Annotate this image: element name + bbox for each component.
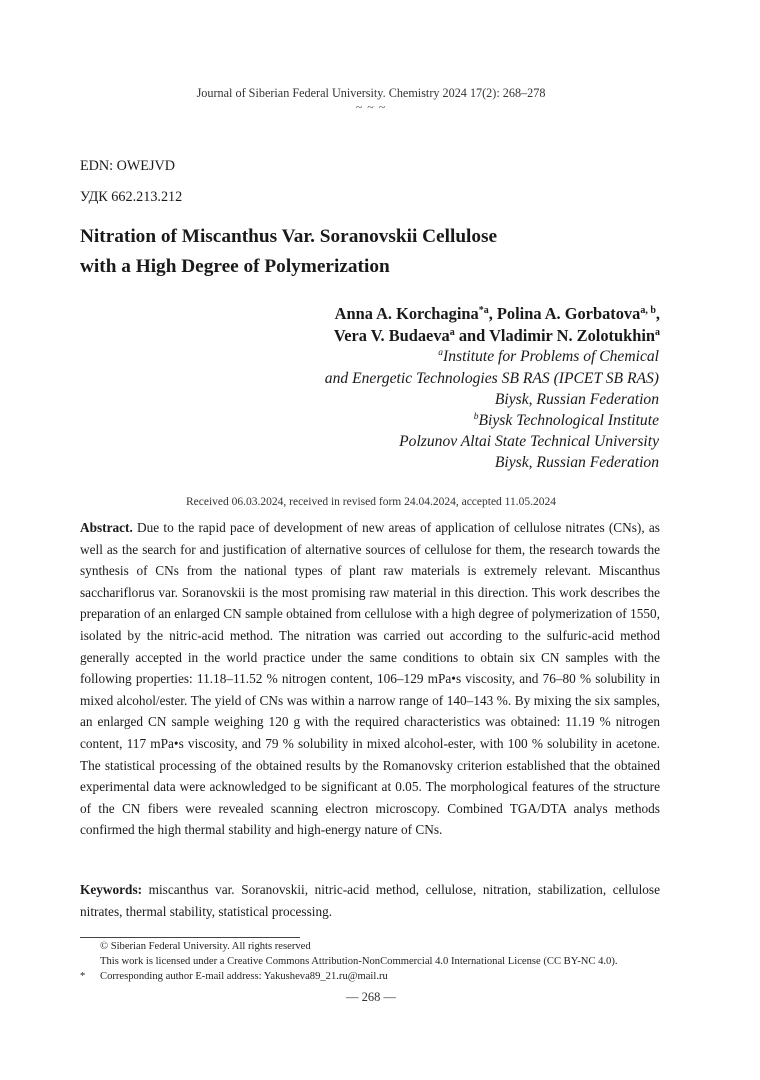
received-dates: Received 06.03.2024, received in revised form 24.04.2024, accepted 11.05.2024	[185, 496, 557, 508]
author-affiliation-mark: a	[449, 327, 455, 338]
udk-code: УДК 662.213.212	[80, 189, 183, 205]
affiliation-text: Institute for Problems of Chemical	[443, 348, 659, 365]
keywords	[80, 879, 660, 922]
affiliation-a-line-2: and Energetic Technologies SB RAS (IPCET SB RAS)	[324, 370, 659, 387]
article-title-line-2: with a High Degree of Polymerization	[80, 256, 390, 277]
license-footnote: This work is licensed under a Creative Commons Attribution-NonCommercial 4.0 International License (CC BY-NC 4.0).	[100, 956, 618, 967]
abstract-label: Abstract.	[80, 520, 133, 535]
affiliation-text: Biysk Technological Institute	[478, 412, 659, 429]
author-name: Vladimir N. Zolotukhin	[489, 326, 655, 345]
authors-line-2	[334, 326, 660, 346]
author-separator: ,	[488, 304, 497, 323]
page-number: — 268 —	[346, 990, 396, 1004]
author-name: Polina A. Gorbatova	[496, 304, 641, 323]
author-separator: and	[454, 326, 490, 345]
footnote-star: *	[80, 971, 86, 982]
author-separator: ,	[655, 304, 660, 323]
article-title-line-1: Nitration of Miscanthus Var. Soranovskii Cellulose	[80, 226, 498, 247]
journal-header: Journal of Siberian Federal University. Chemistry 2024 17(2): 268–278	[196, 86, 546, 100]
affiliation-b-line-2: Polzunov Altai State Technical University	[399, 433, 659, 450]
author-name: Vera V. Budaeva	[333, 326, 450, 345]
edn-code: EDN: OWEJVD	[80, 158, 175, 174]
abstract	[80, 517, 660, 841]
keywords-label: Keywords:	[80, 882, 143, 897]
affiliation-a-line-1	[438, 348, 659, 366]
abstract-text: Due to the rapid pace of development of new areas of application of cellulose nitrates (CNs), as well as the search for and justification of alternative sources of cellulose for them, the research towards the synthesis of CNs from the national types of plant raw materials is extremely relevant. Miscanthus sacchariflorus var. Soranovskii is the most promising raw material in this direction. This work describes the preparation of an enlarged CN sample obtained from cellulose with a high degree of polymerization of 1550, isolated by the nitric-acid method. The nitration was carried out according to the sulfuric-acid method generally accepted in the world practice under the same conditions to obtain six CN samples with the following properties: 11.18–11.52 % nitrogen content, 106–129 mPa•s viscosity, and 76–80 % solubility in mixed alcohol/ester. The yield of CNs was within a narrow range of 140–143 %. By mixing the six samples, an enlarged CN sample weighing 120 g with the required characteristics was obtained: 11.19 % nitrogen content, 117 mPa•s viscosity, and 79 % solubility in mixed alcohol-ester, with 100 % solubility in acetone. The statistical processing of the obtained results by the Romanovsky criterion established that the obtained experimental data were acknowledged to be significant at 0.05. The morphological features of the structure of the CN fibers were revealed scanning electron microscopy. Combined TGA/DTA analys methods confirmed the high thermal stability and high-energy nature of CNs.	[80, 520, 660, 838]
affiliation-a-line-3: Biysk, Russian Federation	[494, 391, 659, 408]
affiliation-mark: b	[473, 412, 479, 422]
affiliation-b-line-1	[474, 412, 659, 430]
author-name: Anna A. Korchagina	[334, 304, 479, 323]
affiliation-b-line-3: Biysk, Russian Federation	[494, 454, 659, 471]
footnote-divider	[80, 937, 300, 938]
authors-line-1	[335, 304, 660, 324]
copyright-footnote: © Siberian Federal University. All rights reserved	[100, 941, 311, 952]
author-affiliation-mark: a, b	[640, 305, 656, 316]
keywords-text: miscanthus var. Soranovskii, nitric-acid method, cellulose, nitration, stabilization, cellulose nitrates, thermal stability, statistical processing.	[80, 882, 660, 919]
author-affiliation-mark: a	[655, 327, 660, 338]
header-ornament: ~ ~ ~	[355, 100, 387, 114]
author-affiliation-mark: *a	[478, 305, 489, 316]
corresponding-author-footnote: Corresponding author E-mail address: Yakusheva89_21.ru@mail.ru	[100, 971, 388, 982]
affiliation-mark: a	[438, 348, 444, 358]
